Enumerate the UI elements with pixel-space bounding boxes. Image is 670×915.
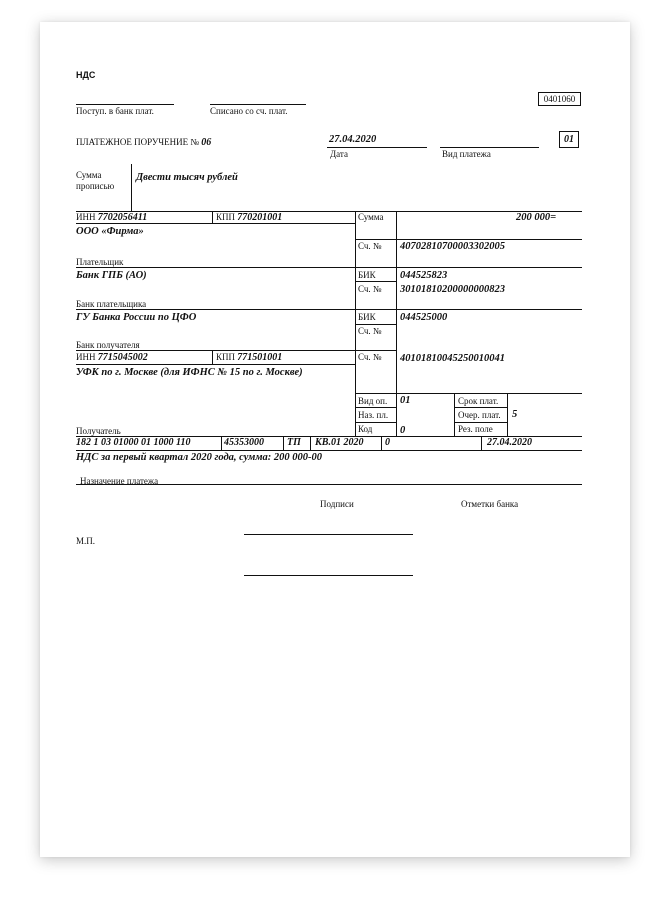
sum-row-line (355, 239, 582, 240)
payee-bank-name: ГУ Банка России по ЦФО (76, 312, 197, 323)
payer-bank-bik-label: БИК (358, 270, 376, 280)
order-date: 27.04.2020 (329, 134, 377, 145)
tax-div-2 (283, 436, 284, 450)
kbk: 182 1 03 01000 01 1000 110 (76, 437, 191, 448)
tax-div-4 (381, 436, 382, 450)
doc-tag: НДС (76, 70, 96, 80)
payer-account: 40702810700003302005 (400, 241, 505, 252)
payee-section-label: Получатель (76, 426, 121, 436)
basis: ТП (287, 437, 301, 448)
received-line (76, 104, 174, 105)
op-type-label: Вид оп. (358, 396, 388, 406)
payer-kpp (216, 212, 282, 224)
payee-bank-bik: 044525000 (400, 312, 448, 323)
op-type: 01 (400, 395, 411, 406)
payee-inn-row-line (76, 364, 355, 365)
payee-bank-section-label: Банк получателя (76, 340, 140, 350)
payee-inn-kpp-divider (212, 350, 213, 364)
payer-account-label: Сч. № (358, 241, 382, 251)
order-title (76, 137, 211, 149)
priority-label: Очер. плат. (458, 410, 501, 420)
amount-words-divider (131, 164, 132, 211)
payment-order-sheet (40, 22, 630, 857)
payee-bik-row-line (355, 324, 397, 325)
term-label: Срок плат. (458, 396, 499, 406)
code: 0 (400, 425, 406, 436)
payer-section-label: Плательщик (76, 257, 124, 267)
payer-bank-account: 30101810200000000823 (400, 284, 505, 295)
payment-type-line (440, 147, 539, 148)
payer-kpp-label: КПП (216, 212, 236, 222)
payee-account: 40101810045250010041 (400, 353, 505, 364)
payee-account-label: Сч. № (358, 352, 382, 362)
payer-inn-label: ИНН (76, 212, 96, 222)
amount-words-label-1: Сумма (76, 170, 102, 180)
date-label: Дата (330, 149, 348, 159)
payee-inn-label: ИНН (76, 352, 96, 362)
stamp-label: М.П. (76, 536, 96, 546)
op-section-top-line (355, 393, 582, 394)
payee-bank-bik-label: БИК (358, 312, 376, 322)
sum-label: Сумма (358, 212, 384, 222)
pay-purpose-label: Наз. пл. (358, 410, 389, 420)
debited-line (210, 104, 306, 105)
tax-div-3 (310, 436, 311, 450)
tax-div-5 (481, 436, 482, 450)
bik-row-line (355, 281, 397, 282)
payer-bank-bottom-line (76, 309, 582, 310)
payer-bank-section-label: Банк плательщика (76, 299, 147, 309)
purpose-text: НДС за первый квартал 2020 года, сумма: 200 000-00 (76, 452, 323, 463)
signature-line-2 (244, 575, 413, 576)
code-label: Код (358, 424, 373, 434)
op-value-divider (454, 393, 455, 436)
reserve-label: Рез. поле (458, 424, 493, 434)
payee-kpp-label: КПП (216, 352, 236, 362)
payee-bank-bottom-line (76, 350, 397, 351)
priority: 5 (512, 409, 518, 420)
payee-inn-value: 7715045002 (97, 352, 148, 363)
op-row-line-1b (454, 407, 507, 408)
payee-kpp (216, 352, 282, 364)
op-row-line-2b (454, 422, 507, 423)
order-title-label: ПЛАТЕЖНОЕ ПОРУЧЕНИЕ № (76, 137, 199, 147)
inn-kpp-divider (212, 211, 213, 223)
payer-bank-bik: 044525823 (400, 270, 448, 281)
payer-bank-name: Банк ГПБ (АО) (76, 270, 147, 281)
grid-top-line (76, 211, 582, 212)
oktmo: 45353000 (224, 437, 264, 448)
op-row-line-2 (355, 422, 397, 423)
payee-inn (76, 352, 148, 364)
bank-marks-label: Отметки банка (461, 499, 519, 509)
form-code: 0401060 (543, 94, 576, 104)
payee-bank-account-label: Сч. № (358, 326, 382, 336)
payment-type-label: Вид платежа (442, 149, 491, 159)
purpose-label: Назначение платежа (80, 476, 159, 486)
payer-bank-account-label: Сч. № (358, 284, 382, 294)
tax-row-bottom-line (76, 450, 582, 451)
sum-value: 200 000= (516, 212, 557, 223)
payer-inn-value: 7702056411 (97, 212, 148, 223)
order-number: 06 (201, 137, 212, 148)
payer-name: ООО «Фирма» (76, 226, 144, 237)
payee-name: УФК по г. Москве (для ИФНС № 15 по г. Москве) (76, 367, 303, 378)
payer-bottom-line (76, 267, 582, 268)
doc-number: 0 (385, 437, 390, 448)
doc-date: 27.04.2020 (487, 437, 532, 448)
payer-inn (76, 212, 147, 224)
amount-words: Двести тысяч рублей (136, 172, 238, 183)
payer-kpp-value: 770201001 (237, 212, 283, 223)
signature-line-1 (244, 534, 413, 535)
op-row-line-1 (355, 407, 397, 408)
payee-kpp-value: 771501001 (237, 352, 283, 363)
debited-label: Списано со сч. плат. (210, 106, 288, 116)
amount-words-label-2: прописью (76, 181, 115, 191)
period: КВ.01 2020 (315, 437, 364, 448)
signatures-label: Подписи (320, 499, 354, 509)
date-line (327, 147, 427, 148)
tax-div-1 (221, 436, 222, 450)
received-label: Поступ. в банк плат. (76, 106, 154, 116)
status-code: 01 (564, 134, 574, 145)
op-right-divider (507, 393, 508, 436)
